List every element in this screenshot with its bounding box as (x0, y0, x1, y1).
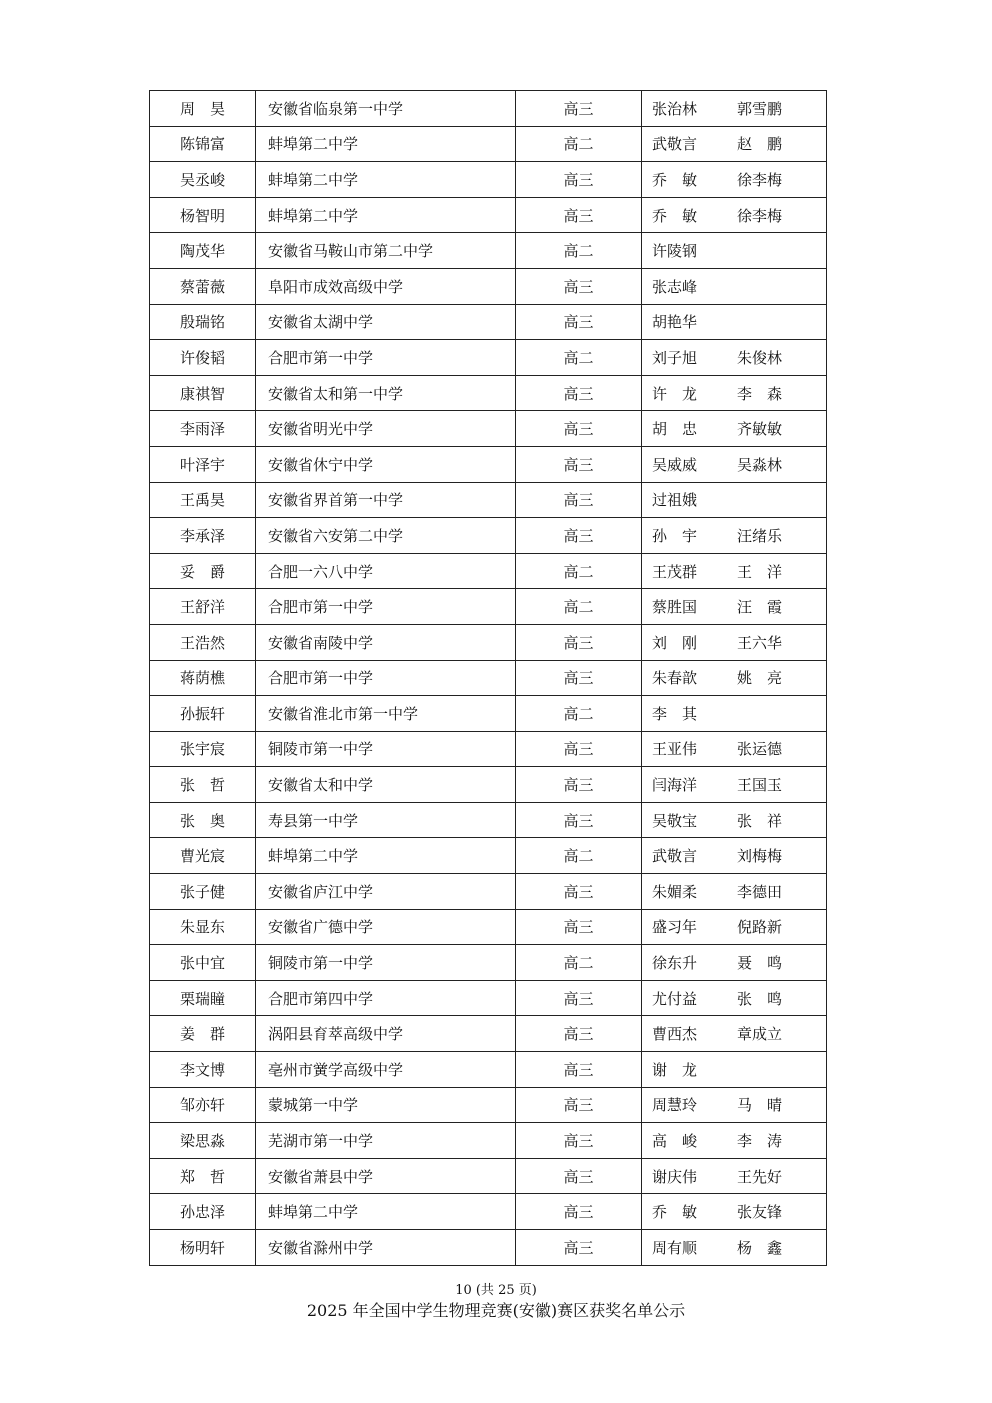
student-name-cell: 叶泽宇 (150, 446, 256, 482)
teacher-secondary: 汪 霞 (737, 598, 783, 617)
teacher-cell (642, 696, 827, 732)
teacher-cell (642, 1087, 827, 1123)
teacher-secondary: 王先好 (737, 1167, 783, 1186)
school-cell: 蚌埠第二中学 (256, 162, 516, 198)
teacher-primary: 李 其 (652, 704, 698, 723)
teacher-cell (642, 375, 827, 411)
table-row (150, 1230, 827, 1266)
teacher-cell (642, 945, 827, 981)
grade-cell: 高三 (516, 304, 642, 340)
table-row (150, 126, 827, 162)
table-row (150, 233, 827, 269)
student-name-cell: 李文博 (150, 1052, 256, 1088)
student-name-cell: 栗瑞瞳 (150, 980, 256, 1016)
student-name-cell: 妥 爵 (150, 553, 256, 589)
student-name-cell: 孙忠泽 (150, 1194, 256, 1230)
table-row (150, 553, 827, 589)
school-cell: 芜湖市第一中学 (256, 1123, 516, 1159)
grade-cell: 高三 (516, 874, 642, 910)
table-row (150, 411, 827, 447)
grade-cell: 高二 (516, 945, 642, 981)
grade-cell: 高三 (516, 1087, 642, 1123)
teacher-secondary: 倪路新 (737, 918, 783, 937)
grade-cell: 高三 (516, 802, 642, 838)
teacher-cell (642, 162, 827, 198)
grade-cell: 高三 (516, 1052, 642, 1088)
student-name-cell: 张中宜 (150, 945, 256, 981)
grade-cell: 高三 (516, 268, 642, 304)
grade-cell: 高二 (516, 589, 642, 625)
award-table (149, 90, 827, 1266)
teacher-primary: 闫海洋 (652, 776, 698, 795)
student-name-cell: 蒋荫樵 (150, 660, 256, 696)
teacher-cell (642, 767, 827, 803)
student-name-cell: 康祺智 (150, 375, 256, 411)
table-row (150, 767, 827, 803)
school-cell: 安徽省太和第一中学 (256, 375, 516, 411)
student-name-cell: 张子健 (150, 874, 256, 910)
teacher-primary: 过祖娥 (652, 491, 698, 510)
page-number: 10 (共 25 页) (455, 1283, 537, 1298)
teacher-primary: 许 龙 (652, 384, 698, 403)
table-row (150, 696, 827, 732)
teacher-secondary: 李德田 (737, 882, 783, 901)
teacher-cell (642, 304, 827, 340)
teacher-cell (642, 874, 827, 910)
teacher-primary: 王茂群 (652, 562, 698, 581)
table-row (150, 197, 827, 233)
school-cell: 安徽省淮北市第一中学 (256, 696, 516, 732)
teacher-primary: 朱春歆 (652, 669, 698, 688)
teacher-primary: 周有顺 (652, 1238, 698, 1257)
student-name-cell: 李雨泽 (150, 411, 256, 447)
teacher-secondary: 王 洋 (737, 562, 783, 581)
student-name-cell: 王禹昊 (150, 482, 256, 518)
student-name-cell: 郑 哲 (150, 1158, 256, 1194)
teacher-primary: 胡 忠 (652, 420, 698, 439)
teacher-primary: 蔡胜国 (652, 598, 698, 617)
student-name-cell: 张宇宸 (150, 731, 256, 767)
teacher-secondary: 姚 亮 (737, 669, 783, 688)
table-row (150, 375, 827, 411)
teacher-secondary: 赵 鹏 (737, 135, 783, 154)
teacher-primary: 王亚伟 (652, 740, 698, 759)
school-cell: 合肥市第一中学 (256, 589, 516, 625)
school-cell: 安徽省临泉第一中学 (256, 91, 516, 127)
student-name-cell: 张 奥 (150, 802, 256, 838)
grade-cell: 高三 (516, 909, 642, 945)
teacher-cell (642, 126, 827, 162)
table-row (150, 518, 827, 554)
teacher-primary: 周慧玲 (652, 1096, 698, 1115)
grade-cell: 高二 (516, 838, 642, 874)
teacher-cell (642, 446, 827, 482)
teacher-cell (642, 909, 827, 945)
school-cell: 安徽省太和中学 (256, 767, 516, 803)
school-cell: 合肥市第一中学 (256, 340, 516, 376)
grade-cell: 高三 (516, 767, 642, 803)
teacher-secondary: 杨 鑫 (737, 1238, 783, 1257)
teacher-cell (642, 1158, 827, 1194)
student-name-cell: 梁思淼 (150, 1123, 256, 1159)
teacher-cell (642, 518, 827, 554)
school-cell: 安徽省庐江中学 (256, 874, 516, 910)
teacher-secondary: 张 鸣 (737, 989, 783, 1008)
teacher-primary: 曹西杰 (652, 1025, 698, 1044)
school-cell: 合肥一六八中学 (256, 553, 516, 589)
school-cell: 铜陵市第一中学 (256, 945, 516, 981)
teacher-primary: 武敬言 (652, 847, 698, 866)
school-cell: 涡阳县育萃高级中学 (256, 1016, 516, 1052)
grade-cell: 高三 (516, 1016, 642, 1052)
student-name-cell: 李承泽 (150, 518, 256, 554)
table-row (150, 1016, 827, 1052)
school-cell: 安徽省广德中学 (256, 909, 516, 945)
grade-cell: 高三 (516, 980, 642, 1016)
student-name-cell: 陈锦富 (150, 126, 256, 162)
teacher-secondary: 刘梅梅 (737, 847, 783, 866)
school-cell: 安徽省六安第二中学 (256, 518, 516, 554)
table-row (150, 874, 827, 910)
grade-cell: 高二 (516, 553, 642, 589)
student-name-cell: 姜 群 (150, 1016, 256, 1052)
teacher-secondary: 朱俊林 (737, 348, 783, 367)
grade-cell: 高二 (516, 696, 642, 732)
teacher-secondary: 张运德 (737, 740, 783, 759)
school-cell: 安徽省南陵中学 (256, 624, 516, 660)
teacher-primary: 谢庆伟 (652, 1167, 698, 1186)
teacher-cell (642, 553, 827, 589)
school-cell: 安徽省界首第一中学 (256, 482, 516, 518)
student-name-cell: 杨智明 (150, 197, 256, 233)
school-cell: 蚌埠第二中学 (256, 1194, 516, 1230)
table-row (150, 1087, 827, 1123)
grade-cell: 高三 (516, 91, 642, 127)
teacher-primary: 武敬言 (652, 135, 698, 154)
teacher-cell (642, 482, 827, 518)
teacher-primary: 乔 敏 (652, 206, 698, 225)
table-row (150, 1123, 827, 1159)
grade-cell: 高三 (516, 162, 642, 198)
teacher-cell (642, 980, 827, 1016)
grade-cell: 高三 (516, 660, 642, 696)
student-name-cell: 孙振轩 (150, 696, 256, 732)
table-row (150, 838, 827, 874)
table-row (150, 91, 827, 127)
table-row (150, 909, 827, 945)
grade-cell: 高三 (516, 1158, 642, 1194)
teacher-secondary: 李 森 (737, 384, 783, 403)
grade-cell: 高三 (516, 624, 642, 660)
grade-cell: 高二 (516, 233, 642, 269)
teacher-secondary: 徐李梅 (737, 170, 783, 189)
student-name-cell: 王舒洋 (150, 589, 256, 625)
student-name-cell: 许俊韬 (150, 340, 256, 376)
grade-cell: 高二 (516, 126, 642, 162)
student-name-cell: 朱显东 (150, 909, 256, 945)
student-name-cell: 周 昊 (150, 91, 256, 127)
teacher-primary: 高 峻 (652, 1132, 698, 1151)
table-row (150, 1052, 827, 1088)
teacher-secondary: 齐敏敏 (737, 420, 783, 439)
teacher-primary: 胡艳华 (652, 313, 698, 332)
teacher-primary: 乔 敏 (652, 1203, 698, 1222)
school-cell: 安徽省太湖中学 (256, 304, 516, 340)
teacher-primary: 尤付益 (652, 989, 698, 1008)
teacher-secondary: 章成立 (737, 1025, 783, 1044)
school-cell: 寿县第一中学 (256, 802, 516, 838)
teacher-cell (642, 411, 827, 447)
school-cell: 蚌埠第二中学 (256, 126, 516, 162)
school-cell: 蒙城第一中学 (256, 1087, 516, 1123)
teacher-secondary: 郭雪鹏 (737, 99, 783, 118)
grade-cell: 高二 (516, 340, 642, 376)
teacher-primary: 盛习年 (652, 918, 698, 937)
grade-cell: 高三 (516, 411, 642, 447)
school-cell: 阜阳市成效高级中学 (256, 268, 516, 304)
teacher-primary: 乔 敏 (652, 170, 698, 189)
table-row (150, 624, 827, 660)
teacher-secondary: 汪绪乐 (737, 526, 783, 545)
school-cell: 亳州市黉学高级中学 (256, 1052, 516, 1088)
teacher-secondary: 张 祥 (737, 811, 783, 830)
teacher-secondary: 徐李梅 (737, 206, 783, 225)
student-name-cell: 陶茂华 (150, 233, 256, 269)
table-row (150, 660, 827, 696)
teacher-cell (642, 660, 827, 696)
grade-cell: 高三 (516, 1123, 642, 1159)
teacher-cell (642, 1123, 827, 1159)
table-row (150, 268, 827, 304)
table-row (150, 1194, 827, 1230)
school-cell: 合肥市第四中学 (256, 980, 516, 1016)
table-row (150, 162, 827, 198)
table-row (150, 340, 827, 376)
teacher-primary: 吴威威 (652, 455, 698, 474)
teacher-secondary: 李 涛 (737, 1132, 783, 1151)
teacher-secondary: 王六华 (737, 633, 783, 652)
teacher-cell (642, 624, 827, 660)
teacher-cell (642, 1052, 827, 1088)
teacher-cell (642, 838, 827, 874)
school-cell: 铜陵市第一中学 (256, 731, 516, 767)
grade-cell: 高三 (516, 1194, 642, 1230)
teacher-primary: 张治林 (652, 99, 698, 118)
teacher-primary: 谢 龙 (652, 1060, 698, 1079)
grade-cell: 高三 (516, 518, 642, 554)
teacher-primary: 刘 刚 (652, 633, 698, 652)
school-cell: 合肥市第一中学 (256, 660, 516, 696)
school-cell: 安徽省休宁中学 (256, 446, 516, 482)
teacher-primary: 吴敬宝 (652, 811, 698, 830)
grade-cell: 高三 (516, 731, 642, 767)
table-row (150, 802, 827, 838)
grade-cell: 高三 (516, 1230, 642, 1266)
grade-cell: 高三 (516, 197, 642, 233)
school-cell: 安徽省明光中学 (256, 411, 516, 447)
teacher-secondary: 张友锋 (737, 1203, 783, 1222)
award-table-body (150, 91, 827, 1266)
table-row (150, 945, 827, 981)
student-name-cell: 蔡蕾薇 (150, 268, 256, 304)
teacher-cell (642, 802, 827, 838)
school-cell: 蚌埠第二中学 (256, 197, 516, 233)
teacher-primary: 刘子旭 (652, 348, 698, 367)
student-name-cell: 邹亦轩 (150, 1087, 256, 1123)
document-title: 2025 年全国中学生物理竞赛(安徽)赛区获奖名单公示 (306, 1301, 686, 1320)
grade-cell: 高三 (516, 446, 642, 482)
table-row (150, 446, 827, 482)
table-row (150, 1158, 827, 1194)
teacher-primary: 张志峰 (652, 277, 698, 296)
table-row (150, 482, 827, 518)
grade-cell: 高三 (516, 375, 642, 411)
table-row (150, 589, 827, 625)
student-name-cell: 吴丞峻 (150, 162, 256, 198)
teacher-primary: 许陵钢 (652, 242, 698, 261)
school-cell: 安徽省马鞍山市第二中学 (256, 233, 516, 269)
teacher-secondary: 聂 鸣 (737, 954, 783, 973)
table-row (150, 304, 827, 340)
student-name-cell: 张 哲 (150, 767, 256, 803)
teacher-primary: 朱媚柔 (652, 882, 698, 901)
teacher-secondary: 马 晴 (737, 1096, 783, 1115)
teacher-cell (642, 1016, 827, 1052)
school-cell: 安徽省萧县中学 (256, 1158, 516, 1194)
teacher-secondary: 吴淼林 (737, 455, 783, 474)
teacher-cell (642, 233, 827, 269)
teacher-cell (642, 91, 827, 127)
table-row (150, 731, 827, 767)
teacher-primary: 徐东升 (652, 954, 698, 973)
teacher-cell (642, 589, 827, 625)
table-row (150, 980, 827, 1016)
teacher-primary: 孙 宇 (652, 526, 698, 545)
school-cell: 安徽省滁州中学 (256, 1230, 516, 1266)
teacher-cell (642, 1194, 827, 1230)
student-name-cell: 杨明轩 (150, 1230, 256, 1266)
grade-cell: 高三 (516, 482, 642, 518)
teacher-cell (642, 1230, 827, 1266)
student-name-cell: 曹光宸 (150, 838, 256, 874)
teacher-cell (642, 340, 827, 376)
teacher-cell (642, 268, 827, 304)
student-name-cell: 殷瑞铭 (150, 304, 256, 340)
teacher-cell (642, 197, 827, 233)
school-cell: 蚌埠第二中学 (256, 838, 516, 874)
student-name-cell: 王浩然 (150, 624, 256, 660)
teacher-secondary: 王国玉 (737, 776, 783, 795)
teacher-cell (642, 731, 827, 767)
